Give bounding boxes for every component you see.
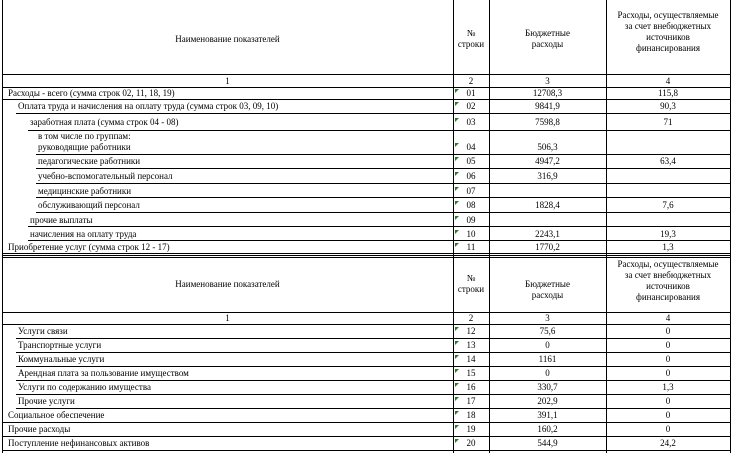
row-budget: 12708,3 — [532, 88, 563, 98]
cell-indicator-icon — [455, 369, 459, 373]
row-extra: 0 — [665, 326, 671, 336]
row-underline — [453, 226, 730, 227]
row-extra: 63,4 — [660, 156, 676, 166]
cell-indicator-icon — [455, 243, 459, 247]
row-underline — [453, 183, 730, 184]
row-underline — [16, 380, 453, 381]
row-name: Расходы - всего (сумма строк 02, 11, 18, 19) — [8, 88, 175, 98]
row-underline — [453, 338, 730, 339]
row-name: Коммунальные услуги — [18, 354, 105, 364]
index-cell: 2 — [468, 313, 474, 323]
row-budget: 0 — [545, 340, 550, 350]
cell-indicator-icon — [455, 118, 459, 122]
row-name: Прочие расходы — [8, 424, 71, 434]
row-budget: 1161 — [538, 354, 557, 364]
row-underline — [453, 436, 730, 437]
row-extra: 7,6 — [662, 200, 674, 210]
index-cell: 3 — [545, 313, 550, 323]
row-name: Арендная плата за пользование имуществом — [18, 368, 189, 378]
row-underline — [36, 168, 453, 169]
row-extra: 19,3 — [660, 229, 676, 239]
row-number: 13 — [466, 340, 476, 350]
row-underline — [28, 226, 453, 227]
row-name: Услуги по содержанию имущества — [18, 382, 151, 392]
row-budget: 316,9 — [537, 171, 558, 181]
row-name: педагогические работники — [38, 156, 141, 166]
row-number: 12 — [466, 326, 476, 336]
row-budget: 75,6 — [539, 326, 556, 336]
cell-indicator-icon — [455, 439, 459, 443]
row-budget: 7598,8 — [535, 117, 560, 127]
cell-indicator-icon — [455, 89, 459, 93]
cell-indicator-icon — [455, 201, 459, 205]
row-extra: 0 — [665, 368, 671, 378]
row-underline — [36, 183, 453, 184]
cell-indicator-icon — [455, 187, 459, 191]
cell-indicator-icon — [455, 411, 459, 415]
row-extra: 0 — [665, 424, 671, 434]
row-underline — [2, 450, 453, 451]
grid-line — [2, 324, 730, 325]
index-cell: 2 — [468, 76, 474, 86]
row-name: Услуги связи — [18, 326, 68, 336]
row-extra: 0 — [665, 410, 671, 420]
row-name: обслуживающий персонал — [38, 200, 140, 210]
row-underline — [453, 352, 730, 353]
row-underline — [453, 240, 730, 241]
row-underline — [453, 380, 730, 381]
row-underline — [2, 436, 453, 437]
row-underline — [36, 154, 453, 155]
row-budget: 160,2 — [537, 424, 558, 434]
row-number: 18 — [466, 410, 476, 420]
header-name-col: Наименование показателей — [175, 34, 280, 44]
row-name: в том числе по группам: — [38, 131, 131, 141]
row-number: 03 — [466, 117, 476, 127]
row-number: 20 — [466, 438, 476, 448]
row-budget: 391,1 — [537, 410, 558, 420]
row-underline — [453, 154, 730, 155]
index-cell: 4 — [665, 313, 671, 323]
row-underline — [453, 366, 730, 367]
row-name: прочие выплаты — [30, 215, 93, 225]
header-num-col: № строки — [457, 28, 485, 49]
row-underline — [2, 422, 453, 423]
row-number: 11 — [466, 242, 476, 252]
header-extra-col: Расходы, осуществляемые за счет внебюджетных источников финансирования — [617, 259, 719, 302]
row-name: заработная плата (сумма строк 04 - 08) — [30, 117, 179, 127]
row-underline — [453, 450, 730, 451]
row-extra: 1,3 — [662, 382, 674, 392]
row-number: 02 — [466, 101, 476, 111]
row-underline — [28, 240, 453, 241]
row-underline — [453, 253, 730, 254]
row-underline — [16, 113, 453, 114]
row-name: учебно-вспомогательный персонал — [38, 171, 173, 181]
header-budget-col: Бюджетные расходы — [525, 28, 570, 49]
cell-indicator-icon — [455, 102, 459, 106]
index-cell: 4 — [665, 76, 671, 86]
row-extra: 24,2 — [660, 438, 676, 448]
row-budget: 4947,2 — [535, 156, 560, 166]
row-extra: 0 — [665, 396, 671, 406]
cell-indicator-icon — [455, 327, 459, 331]
cell-indicator-icon — [455, 355, 459, 359]
cell-indicator-icon — [455, 230, 459, 234]
row-name: медицинские работники — [38, 186, 132, 196]
row-extra: 0 — [665, 354, 671, 364]
row-underline — [2, 99, 453, 100]
row-underline — [36, 212, 453, 213]
row-underline — [16, 394, 453, 395]
row-budget: 330,7 — [537, 382, 558, 392]
row-extra: 115,8 — [658, 88, 678, 98]
row-number: 06 — [466, 171, 476, 181]
row-name: Приобретение услуг (сумма строк 12 - 17) — [8, 242, 170, 252]
row-budget: 1828,4 — [535, 200, 560, 210]
row-underline — [16, 366, 453, 367]
row-number: 10 — [466, 229, 476, 239]
cell-indicator-icon — [455, 172, 459, 176]
row-budget: 2243,1 — [535, 229, 560, 239]
cell-indicator-icon — [455, 397, 459, 401]
row-name: Оплата труда и начисления на оплату труда (сумма строк 03, 09, 10) — [18, 101, 279, 111]
header-name-col: Наименование показателей — [175, 279, 280, 289]
grid-line — [730, 0, 731, 453]
row-underline — [453, 212, 730, 213]
row-budget: 9841,9 — [535, 101, 560, 111]
row-budget: 1770,2 — [535, 242, 560, 252]
row-number: 17 — [466, 396, 476, 406]
row-underline — [16, 408, 453, 409]
row-underline — [16, 338, 453, 339]
row-underline — [453, 394, 730, 395]
row-number: 04 — [466, 142, 476, 152]
row-underline — [36, 197, 453, 198]
row-underline — [453, 422, 730, 423]
row-underline — [2, 253, 453, 254]
row-extra: 0 — [665, 340, 671, 350]
row-name: Транспортные услуги — [18, 340, 102, 350]
row-underline — [453, 99, 730, 100]
row-number: 05 — [466, 156, 476, 166]
cell-indicator-icon — [455, 341, 459, 345]
row-extra: 90,3 — [660, 101, 676, 111]
row-underline — [16, 352, 453, 353]
cell-indicator-icon — [455, 425, 459, 429]
row-name: начисления на оплату труда — [30, 229, 137, 239]
grid-line — [2, 74, 730, 75]
grid-line — [2, 0, 3, 453]
index-cell: 1 — [225, 76, 230, 86]
row-underline — [453, 113, 730, 114]
row-number: 08 — [466, 200, 476, 210]
row-number: 01 — [466, 88, 476, 98]
index-cell: 3 — [545, 76, 550, 86]
row-budget: 202,9 — [537, 396, 558, 406]
row-name: Прочие услуги — [18, 396, 75, 406]
row-underline — [453, 408, 730, 409]
row-number: 07 — [466, 186, 476, 196]
row-extra: 1,3 — [662, 242, 674, 252]
header-budget-col: Бюджетные расходы — [525, 279, 570, 300]
row-name: руководящие работники — [38, 142, 131, 152]
row-underline — [453, 168, 730, 169]
cell-indicator-icon — [455, 383, 459, 387]
cell-indicator-icon — [455, 157, 459, 161]
row-number: 16 — [466, 382, 476, 392]
row-underline — [453, 130, 730, 131]
row-budget: 506,3 — [537, 142, 558, 152]
row-budget: 0 — [545, 368, 550, 378]
row-name: Поступление нефинансовых активов — [8, 438, 150, 448]
row-underline — [453, 197, 730, 198]
section-divider — [2, 255, 730, 258]
cell-indicator-icon — [455, 216, 459, 220]
index-cell: 1 — [225, 313, 230, 323]
row-name: Социальное обеспечение — [8, 410, 105, 420]
row-budget: 544,9 — [537, 438, 558, 448]
row-number: 09 — [466, 215, 476, 225]
row-number: 15 — [466, 368, 476, 378]
header-extra-col: Расходы, осуществляемые за счет внебюджетных источников финансирования — [617, 10, 719, 53]
row-number: 19 — [466, 424, 476, 434]
cell-indicator-icon — [455, 143, 459, 147]
row-extra: 71 — [663, 117, 673, 127]
row-number: 14 — [466, 354, 476, 364]
header-num-col: № строки — [457, 273, 485, 294]
